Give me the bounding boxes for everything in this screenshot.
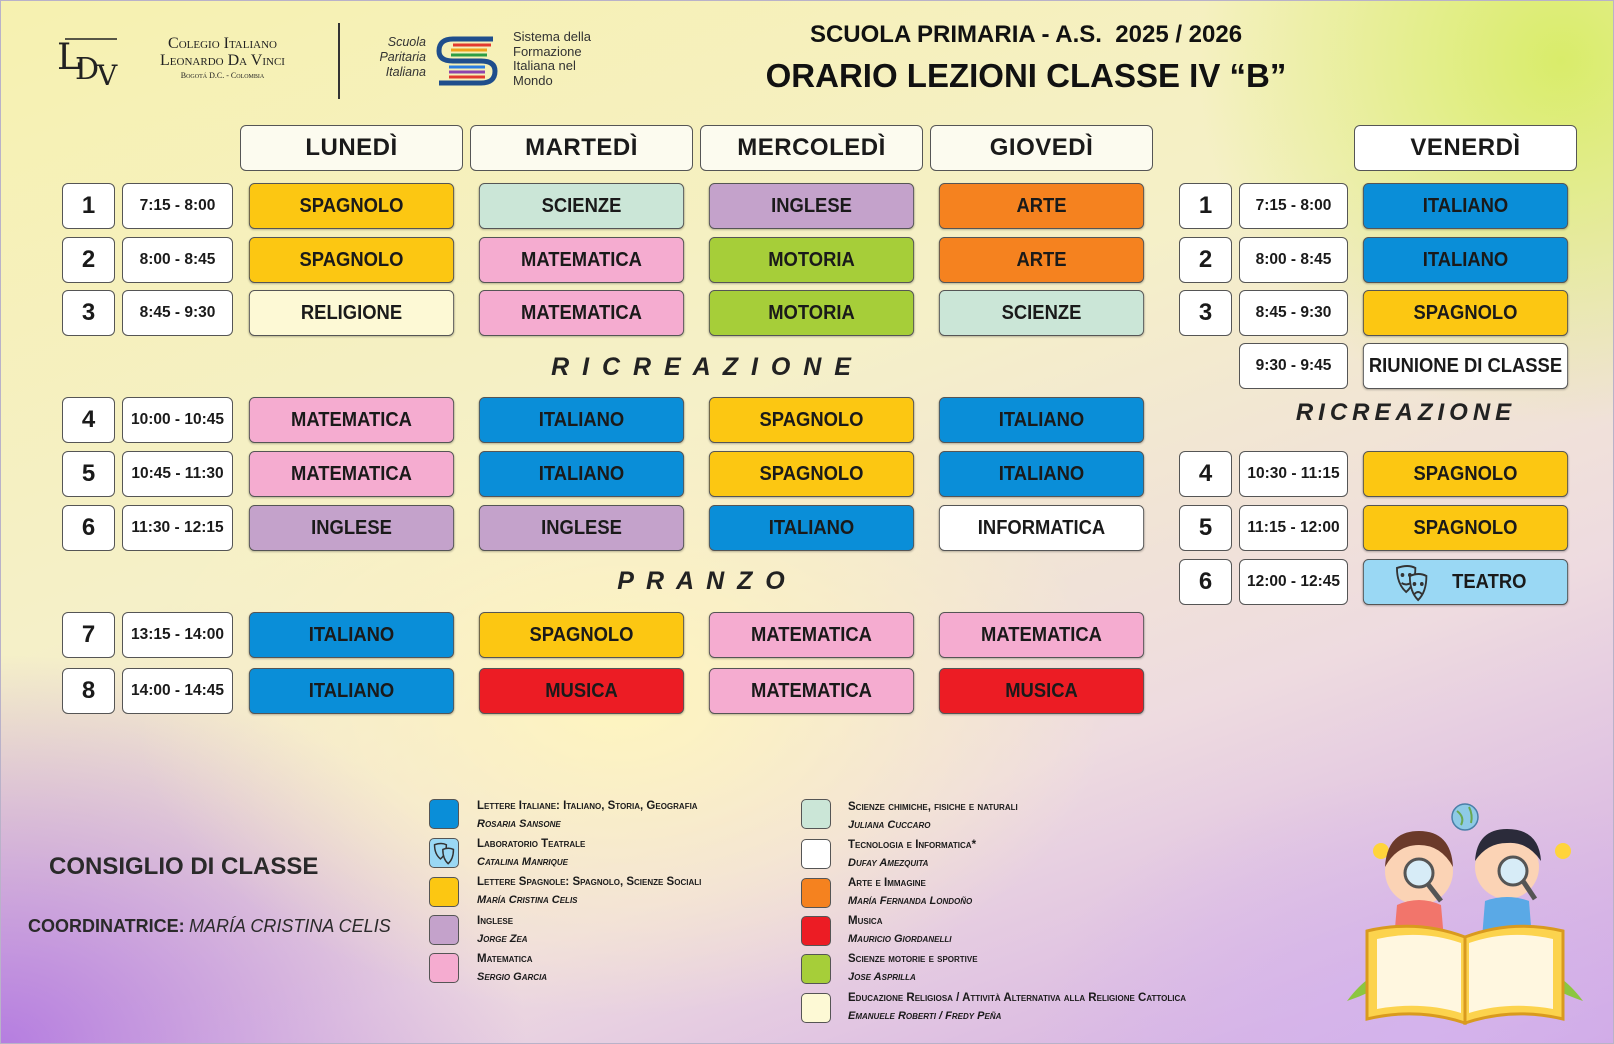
- legend-teacher: Jorge Zea: [477, 933, 528, 945]
- header-divider: [338, 23, 340, 99]
- period-number: 4: [1179, 451, 1232, 497]
- kids-reading-illustration: [1337, 801, 1593, 1031]
- svg-text:L: L: [57, 37, 81, 78]
- period-time: 9:30 - 9:45: [1239, 343, 1348, 389]
- svg-text:D: D: [75, 52, 100, 87]
- lesson-cell: RELIGIONE: [249, 290, 454, 336]
- legend-swatch: [801, 799, 831, 829]
- lesson-cell: SPAGNOLO: [1363, 451, 1568, 497]
- lesson-cell: MUSICA: [939, 668, 1144, 714]
- period-time: 14:00 - 14:45: [122, 668, 233, 714]
- period-number: 6: [1179, 559, 1232, 605]
- council-title: CONSIGLIO DI CLASSE: [49, 853, 319, 880]
- lesson-cell: INGLESE: [479, 505, 684, 551]
- legend-teacher: Catalina Manrique: [477, 856, 568, 868]
- lesson-cell: SCIENZE: [479, 183, 684, 229]
- lesson-cell: ITALIANO: [939, 397, 1144, 443]
- period-time: 8:00 - 8:45: [122, 237, 233, 283]
- lesson-cell: SPAGNOLO: [479, 612, 684, 658]
- legend-subject: Musica: [848, 915, 883, 927]
- sistema-logo: [431, 29, 507, 91]
- lesson-cell-teatro: [1363, 559, 1568, 605]
- lesson-cell: MOTORIA: [709, 237, 914, 283]
- lesson-cell: MATEMATICA: [479, 237, 684, 283]
- legend-subject: Lettere Italiane: Italiano, Storia, Geografia: [477, 800, 698, 812]
- theater-masks-icon: [431, 840, 457, 866]
- period-number: 3: [62, 290, 115, 336]
- period-number: 3: [1179, 290, 1232, 336]
- break-label-ricreazione-friday: RICREAZIONE: [1295, 399, 1517, 426]
- school-city: Bogotá D.C. - Colombia: [180, 71, 265, 80]
- lesson-cell: ITALIANO: [709, 505, 914, 551]
- period-time: 7:15 - 8:00: [1239, 183, 1348, 229]
- legend-subject: Educazione Religiosa / Attività Alternativa alla Religione Cattolica: [848, 992, 1187, 1004]
- break-label-pranzo: P R A N Z O: [617, 567, 785, 595]
- legend-subject: Arte e Immagine: [848, 877, 926, 889]
- legend-swatch: [429, 877, 459, 907]
- lesson-cell: ITALIANO: [1363, 237, 1568, 283]
- lesson-cell: MATEMATICA: [249, 451, 454, 497]
- legend-teacher: Dufay Amezquita: [848, 857, 929, 869]
- legend-swatch: [429, 915, 459, 945]
- period-number: 1: [62, 183, 115, 229]
- lesson-cell: MATEMATICA: [709, 612, 914, 658]
- sistema-line: Italiana nel: [513, 58, 576, 73]
- lesson-cell-label: TEATRO: [1452, 570, 1527, 593]
- period-number: 4: [62, 397, 115, 443]
- legend-subject: Inglese: [477, 915, 514, 927]
- sistema-text: [513, 30, 591, 88]
- period-number: 6: [62, 505, 115, 551]
- period-number: 2: [1179, 237, 1232, 283]
- paritaria-line: Paritaria: [379, 50, 426, 64]
- legend-subject: Laboratorio Teatrale: [477, 838, 586, 850]
- lesson-cell: MATEMATICA: [709, 668, 914, 714]
- school-name-line1: Colegio Italiano: [168, 35, 277, 52]
- legend-teacher: Juliana Cuccaro: [848, 819, 931, 831]
- lesson-cell: ARTE: [939, 183, 1144, 229]
- legend-teacher: Mauricio Giordanelli: [848, 933, 952, 945]
- sistema-line: Mondo: [513, 72, 553, 88]
- legend-swatch: [801, 839, 831, 869]
- legend-teacher: María Cristina Celis: [477, 894, 578, 906]
- lesson-cell: MATEMATICA: [479, 290, 684, 336]
- coordinator-name: MARÍA CRISTINA CELIS: [189, 916, 391, 936]
- day-header-lunedi: LUNEDÌ: [240, 125, 463, 171]
- lesson-cell: SPAGNOLO: [709, 451, 914, 497]
- legend-subject: Lettere Spagnole: Spagnolo, Scienze Sociali: [477, 876, 702, 888]
- day-header-mercoledi: MERCOLEDÌ: [700, 125, 923, 171]
- legend-teacher: Emanuele Roberti / Fredy Peña: [848, 1010, 1002, 1022]
- period-time: 11:30 - 12:15: [122, 505, 233, 551]
- svg-text:V: V: [97, 59, 118, 87]
- lesson-cell-riunione: RIUNIONE DI CLASSE: [1363, 343, 1568, 389]
- period-number: 5: [62, 451, 115, 497]
- legend-teacher: Sergio Garcia: [477, 971, 548, 983]
- day-header-martedi: MARTEDÌ: [470, 125, 693, 171]
- lesson-cell: SPAGNOLO: [249, 237, 454, 283]
- lesson-cell: INGLESE: [249, 505, 454, 551]
- legend-subject: Scienze chimiche, fisiche e naturali: [848, 801, 1018, 813]
- lesson-cell: MATEMATICA: [249, 397, 454, 443]
- legend-swatch: [429, 953, 459, 983]
- legend-subject: Scienze motorie e sportive: [848, 953, 978, 965]
- lesson-cell: ITALIANO: [249, 612, 454, 658]
- legend-teacher: Rosaria Sansone: [477, 818, 561, 830]
- lesson-cell: ITALIANO: [249, 668, 454, 714]
- period-time: 12:00 - 12:45: [1239, 559, 1348, 605]
- legend-swatch: [429, 799, 459, 829]
- legend-swatch: [801, 878, 831, 908]
- sistema-line: Formazione: [513, 43, 582, 59]
- legend-swatch: [801, 954, 831, 984]
- period-number: 2: [62, 237, 115, 283]
- paritaria-text: [371, 35, 426, 80]
- period-number: 8: [62, 668, 115, 714]
- period-time: 8:00 - 8:45: [1239, 237, 1348, 283]
- period-time: 8:45 - 9:30: [122, 290, 233, 336]
- sistema-line: Sistema della: [513, 29, 592, 44]
- legend-swatch: [801, 916, 831, 946]
- paritaria-line: Scuola: [387, 35, 426, 49]
- page-title: ORARIO LEZIONI CLASSE IV “B”: [765, 57, 1287, 94]
- ldv-monogram-icon: [55, 31, 127, 87]
- lesson-cell: INGLESE: [709, 183, 914, 229]
- kids-reading-book-icon: [1337, 801, 1593, 1031]
- lesson-cell: ITALIANO: [479, 397, 684, 443]
- period-time: 10:30 - 11:15: [1239, 451, 1348, 497]
- legend-swatch: [801, 993, 831, 1023]
- lesson-cell: MUSICA: [479, 668, 684, 714]
- lesson-cell: MATEMATICA: [939, 612, 1144, 658]
- ldv-logo: [55, 31, 127, 87]
- lesson-cell: SPAGNOLO: [709, 397, 914, 443]
- lesson-cell: ITALIANO: [1363, 183, 1568, 229]
- lesson-cell: SCIENZE: [939, 290, 1144, 336]
- sistema-s-icon: [431, 29, 507, 91]
- lesson-cell: MOTORIA: [709, 290, 914, 336]
- period-time: 8:45 - 9:30: [1239, 290, 1348, 336]
- period-time: 7:15 - 8:00: [122, 183, 233, 229]
- break-label-ricreazione: R I C R E A Z I O N E: [551, 353, 851, 381]
- legend-swatch: [429, 838, 459, 868]
- period-time: 11:15 - 12:00: [1239, 505, 1348, 551]
- legend-subject: Matematica: [477, 953, 533, 965]
- period-time: 13:15 - 14:00: [122, 612, 233, 658]
- school-name-line2: Leonardo Da Vinci: [160, 52, 285, 69]
- legend-subject: Tecnologia e Informatica*: [848, 839, 977, 851]
- legend-teacher: Jose Asprilla: [848, 971, 916, 983]
- theater-masks-icon: [1391, 562, 1431, 602]
- period-number: 5: [1179, 505, 1232, 551]
- legend-teacher: María Fernanda Londoño: [848, 895, 973, 907]
- lesson-cell: SPAGNOLO: [1363, 505, 1568, 551]
- lesson-cell: INFORMATICA: [939, 505, 1144, 551]
- period-number: 7: [62, 612, 115, 658]
- school-name: [135, 35, 310, 83]
- lesson-cell: SPAGNOLO: [249, 183, 454, 229]
- title-line1: SCUOLA PRIMARIA - A.S. 2025 / 2026: [809, 21, 1243, 48]
- day-header-venerdi: VENERDÌ: [1354, 125, 1577, 171]
- coordinator-label: COORDINATRICE:: [28, 916, 185, 936]
- lesson-cell: ITALIANO: [479, 451, 684, 497]
- lesson-cell: SPAGNOLO: [1363, 290, 1568, 336]
- day-header-giovedi: GIOVEDÌ: [930, 125, 1153, 171]
- lesson-cell: ARTE: [939, 237, 1144, 283]
- lesson-cell: ITALIANO: [939, 451, 1144, 497]
- period-time: 10:45 - 11:30: [122, 451, 233, 497]
- paritaria-line: Italiana: [385, 65, 426, 79]
- period-time: 10:00 - 10:45: [122, 397, 233, 443]
- period-number: 1: [1179, 183, 1232, 229]
